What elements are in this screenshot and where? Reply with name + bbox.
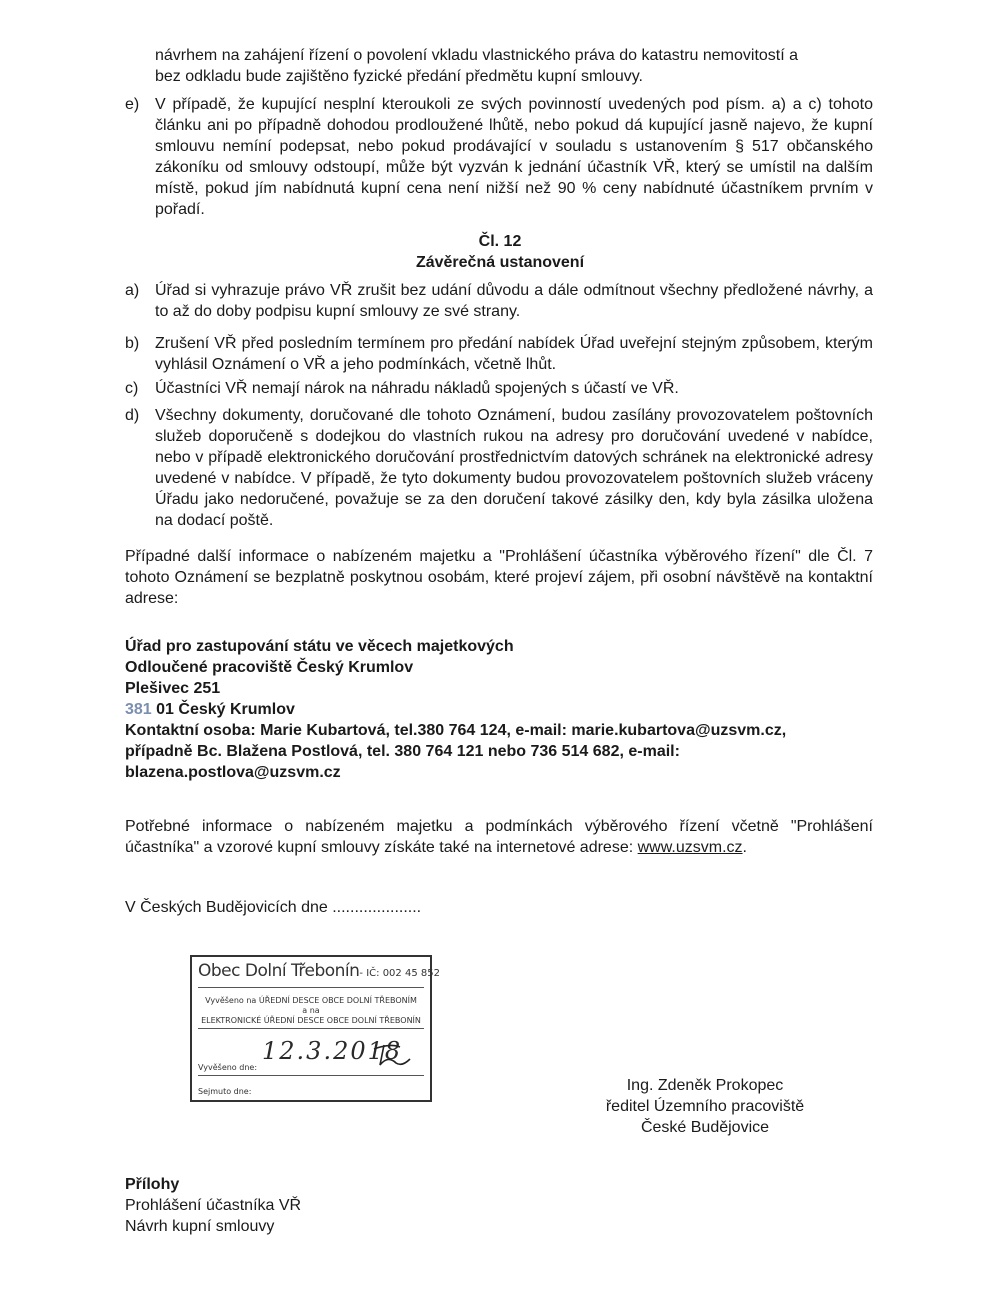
item-e xyxy=(125,94,873,220)
signature-place: České Budějovice xyxy=(640,1119,770,1136)
contact-branch: Odloučené pracoviště Český Krumlov xyxy=(125,659,414,676)
stamp-removed-label: Sejmuto dne: xyxy=(198,1087,252,1096)
item-e-label: e) xyxy=(125,96,140,113)
item-e-text: V případě, že kupující nesplní kteroukoli ze svých povinností uvedených pod písm. a) a c) tohoto článku ani po případně dohodou prodloužené lhůtě, nebo pokud dá kupující jasně najevo, že kupní smlouvu nemíní podepsat, nebo pokud prodávající v souladu s ustanovením § 517 občanského zákoníku od smlouvy odstoupí, může být vyzván k jednání účastník VŘ, který se umístil na dalším místě, pokud jím nabídnutá kupní cena není nižší než 90 % ceny nabídnuté účastníkem prvním v pořadí. xyxy=(155,96,873,218)
stamp-posted-row xyxy=(198,1039,424,1076)
stamp-line-3: ELEKTRONICKÉ ÚŘEDNÍ DESCE OBCE DOLNÍ TŘEBONÍN xyxy=(198,1016,424,1029)
article-item-d xyxy=(125,405,873,531)
attachments-title: Přílohy xyxy=(125,1176,180,1193)
stamp-title-row xyxy=(198,961,440,988)
contact-office: Úřad pro zastupování státu ve věcech majetkových xyxy=(125,638,514,655)
article-item-c-text: Účastníci VŘ nemají nárok na náhradu nákladů spojených s účastí ve VŘ. xyxy=(155,380,679,397)
stamp-ic: - IČ: 002 45 852 xyxy=(359,968,440,979)
article-item-d-label: d) xyxy=(125,407,140,424)
article-item-a-text: Úřad si vyhrazuje právo VŘ zrušit bez udání důvodu a dále odmítnout všechny předložené návrhy, a to až do doby podpisu kupní smlouvy ze své strany. xyxy=(155,282,873,320)
further-info-paragraph: Případné další informace o nabízeném majetku a "Prohlášení účastníka výběrového řízení" dle Čl. 7 tohoto Oznámení se bezplatně poskytnou osobám, které projeví zájem, při osobní návštěvě na kontaktní adrese: xyxy=(125,548,873,607)
web-info-text: Potřebné informace o nabízeném majetku a podmínkách výběrového řízení včetně "Prohlášení účastníka" a vzorové kupní smlouvy získáte také na internetové adrese: xyxy=(125,818,873,856)
intro-line-1: návrhem na zahájení řízení o povolení vkladu vlastnického práva do katastru nemovitostí a xyxy=(155,47,799,64)
date-line: V Českých Budějovicích dne .................... xyxy=(125,899,422,916)
stamp-line-2: a na xyxy=(302,1006,320,1015)
web-info-paragraph xyxy=(125,816,873,858)
intro-line-2: bez odkladu bude zajištěno fyzické předání předmětu kupní smlouvy. xyxy=(155,68,643,85)
contact-alternate: případně Bc. Blažena Postlová, tel. 380 764 121 nebo 736 514 682, e-mail: xyxy=(125,743,680,760)
contact-city: 01 Český Krumlov xyxy=(156,701,295,718)
article-title: Závěrečná ustanovení xyxy=(415,254,585,271)
article-item-d-text: Všechny dokumenty, doručované dle tohoto Oznámení, budou zasílány provozovatelem poštovních služeb doporučeně s dodejkou do vlastních rukou na adresy pro doručování uvedené v nabídce, nebo v případě elektronického doručování prostřednictvím datových schránek na elektronické adresy uvedené v nabídce. V případě, že tyto dokumenty budou provozovatelem poštovních služeb vráceny Úřadu jako nedoručené, považuje se za den doručení takové zásilky den, kdy byla zásilka uložena na dodací poště. xyxy=(155,407,873,529)
article-item-b xyxy=(125,333,873,375)
article-item-c xyxy=(125,378,873,399)
signature-role: ředitel Územního pracoviště xyxy=(605,1098,805,1115)
signature-name: Ing. Zdeněk Prokopec xyxy=(626,1077,784,1094)
stamp-title: Obec Dolní Třebonín xyxy=(198,961,360,981)
attachments xyxy=(125,1174,301,1237)
article-item-a xyxy=(125,280,873,322)
stamp-posted-date: 12.3.2018 xyxy=(262,1037,403,1065)
initials-signature-icon xyxy=(370,1041,414,1069)
attachment-item: Prohlášení účastníka VŘ xyxy=(125,1197,302,1214)
contact-city-line xyxy=(125,699,865,720)
contact-block xyxy=(125,636,865,783)
contact-zip: 381 xyxy=(125,701,152,718)
article-item-a-label: a) xyxy=(125,282,140,299)
contact-alternate-email: blazena.postlova@uzsvm.cz xyxy=(125,764,341,781)
web-info-end: . xyxy=(742,839,747,856)
article-item-c-label: c) xyxy=(125,380,139,397)
stamp-posted-label: Vyvěšeno dne: xyxy=(198,1063,258,1072)
contact-street: Plešivec 251 xyxy=(125,680,221,697)
contact-person: Kontaktní osoba: Marie Kubartová, tel.380 764 124, e-mail: marie.kubartova@uzsvm.cz, xyxy=(125,722,787,739)
signature-block xyxy=(560,1075,850,1138)
official-stamp xyxy=(190,955,440,1102)
web-link[interactable]: www.uzsvm.cz xyxy=(637,839,743,856)
article-item-b-label: b) xyxy=(125,335,140,352)
attachment-item: Návrh kupní smlouvy xyxy=(125,1218,275,1235)
stamp-line-1: Vyvěšeno na ÚŘEDNÍ DESCE OBCE DOLNÍ TŘEBONÍM xyxy=(205,996,417,1005)
article-item-b-text: Zrušení VŘ před posledním termínem pro předání nabídek Úřad uveřejní stejným způsobem, kterým vyhlásil Oznámení o VŘ a jeho podmínkách, včetně lhůt. xyxy=(155,335,873,373)
article-number: Čl. 12 xyxy=(478,233,522,250)
